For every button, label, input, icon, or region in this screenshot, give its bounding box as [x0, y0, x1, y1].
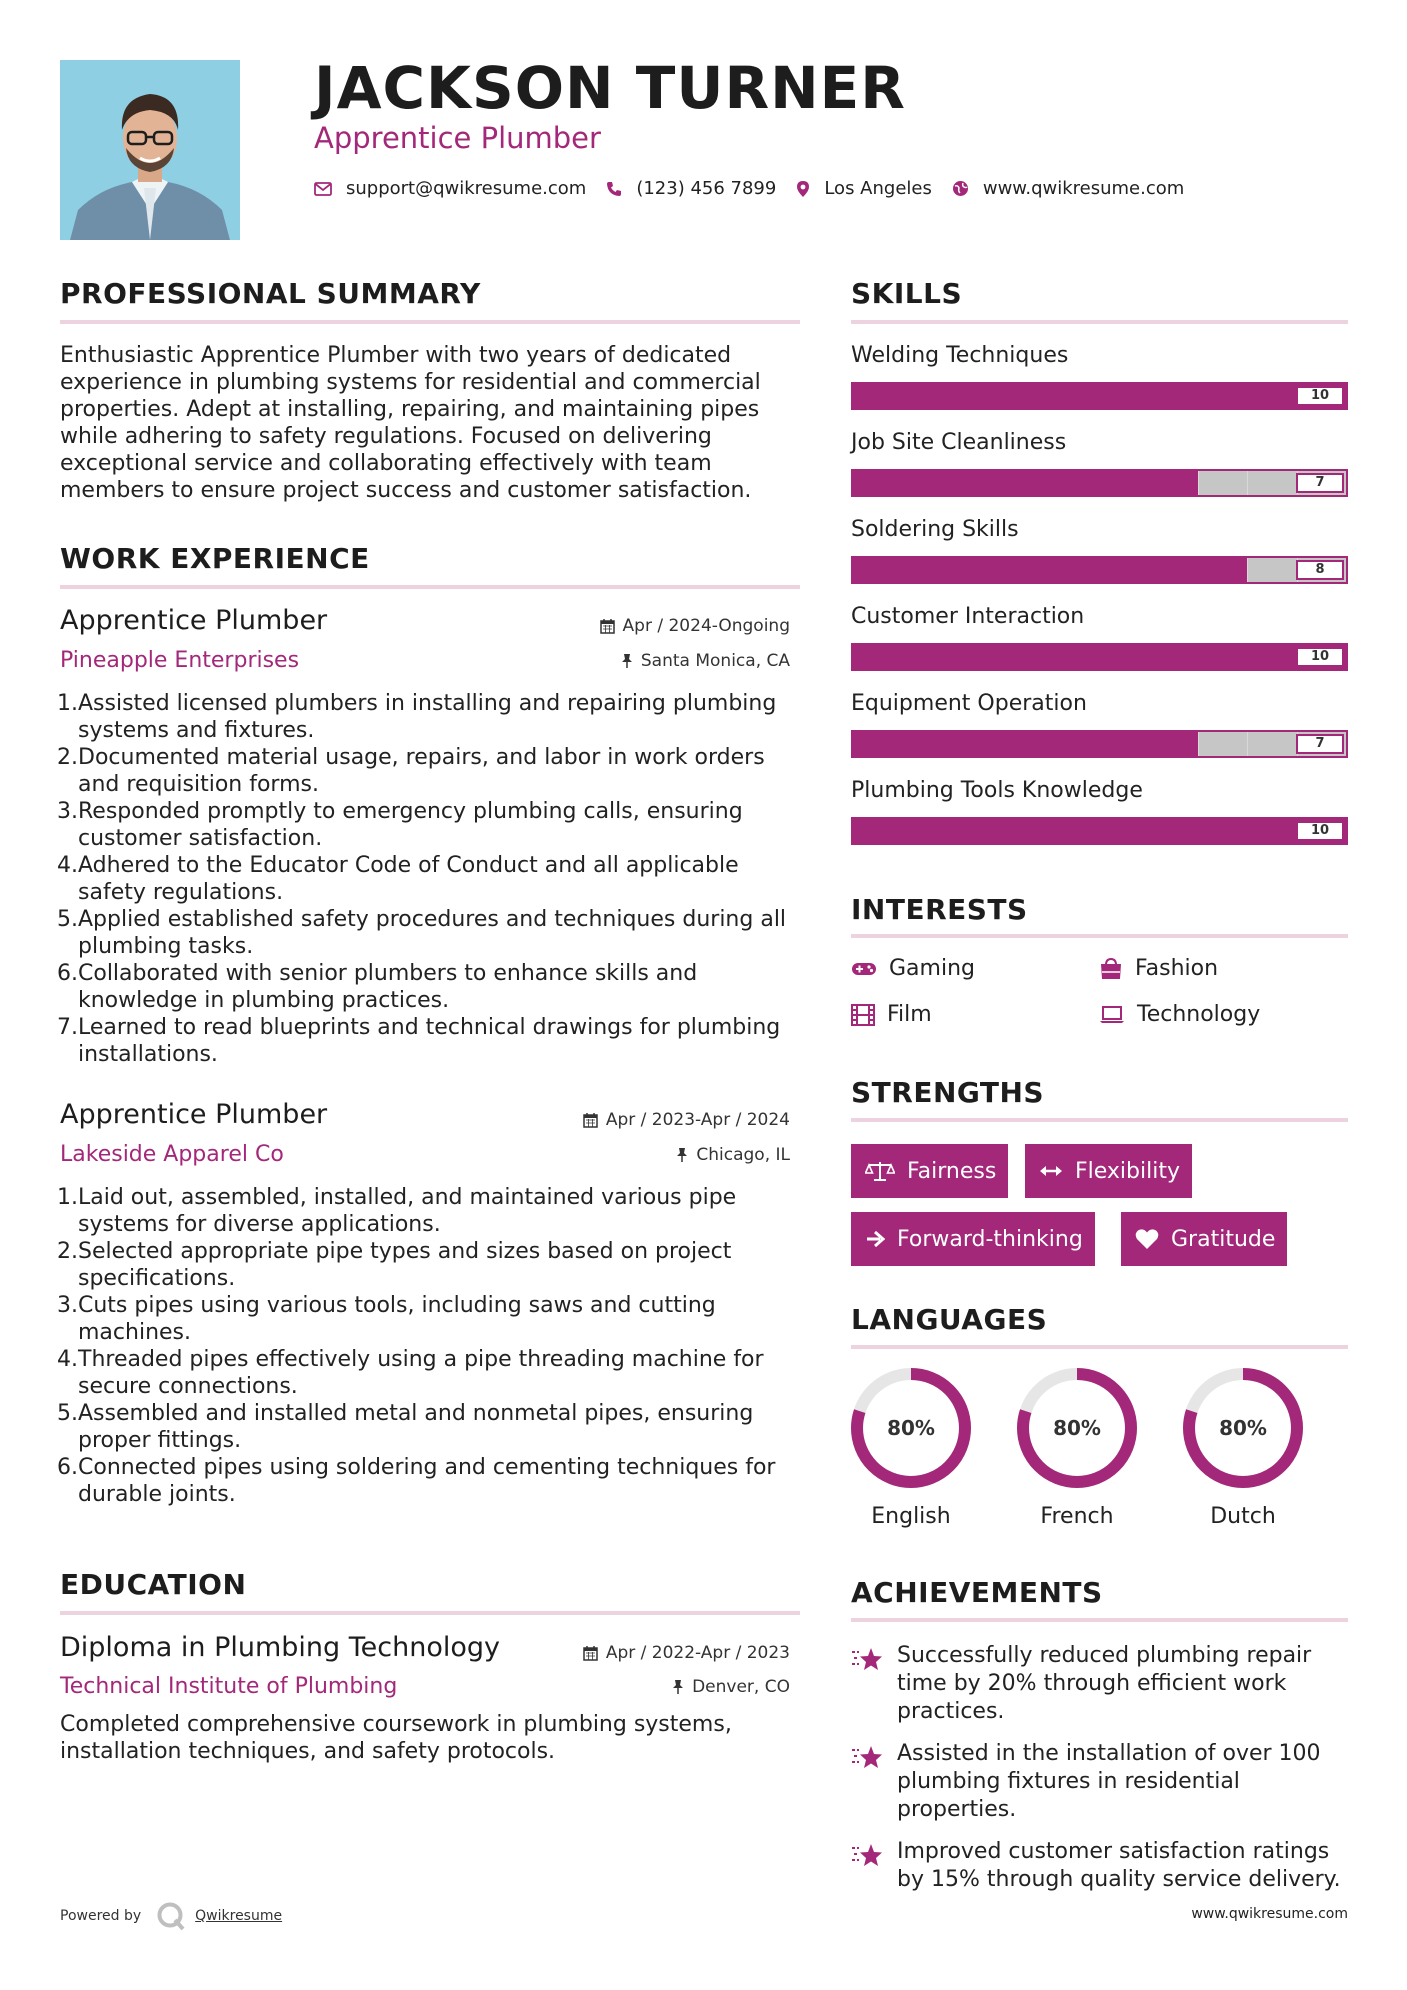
skill-bar-segment	[1050, 819, 1099, 843]
list-item: 3. Cuts pipes using various tools, including saws and cutting machines.	[57, 1293, 716, 1345]
skill-bar	[851, 730, 1348, 758]
education-location	[672, 1677, 790, 1697]
language-percent: 80%	[1053, 1416, 1101, 1440]
strength-gratitude	[1121, 1212, 1287, 1266]
achievement-text: Assisted in the installation of over 100 plumbing fixtures in residential properties.	[897, 1741, 1321, 1822]
list-item: 4. Threaded pipes effectively using a pipe threading machine for secure connections.	[57, 1347, 764, 1399]
skill-bar-segment	[951, 558, 1000, 582]
calendar-icon	[600, 618, 615, 634]
calendar-icon	[583, 1645, 598, 1661]
achievement-item	[851, 1740, 1351, 1824]
powered-by-text: Powered by	[60, 1908, 142, 1924]
arrows-horizontal-icon	[1039, 1164, 1063, 1178]
skill-bar-segment	[853, 645, 901, 669]
contact-phone-text: (123) 456 7899	[636, 178, 777, 199]
skill-bar	[851, 817, 1348, 845]
candidate-title: Apprentice Plumber	[314, 121, 601, 155]
skill-bar-segment	[1198, 732, 1247, 756]
interests-heading: INTERESTS	[851, 893, 1028, 926]
list-item: 2. Documented material usage, repairs, and labor in work orders and requisition forms.	[57, 745, 765, 797]
skill-bar-segment	[1148, 558, 1197, 582]
job-title: Apprentice Plumber	[60, 1099, 328, 1130]
education-school: Technical Institute of Plumbing	[60, 1674, 398, 1699]
skills-heading: SKILLS	[851, 277, 963, 310]
job-location-text: Santa Monica, CA	[640, 651, 790, 671]
skill-bar-segment	[1099, 645, 1148, 669]
education-description: Completed comprehensive coursework in plumbing systems, installation techniques, and safety protocols.	[60, 1712, 732, 1764]
skill-name: Plumbing Tools Knowledge	[851, 778, 1143, 803]
achievement-item	[851, 1642, 1351, 1726]
skill-bar-segment	[1247, 471, 1296, 495]
skill-score: 7	[1296, 473, 1344, 493]
skill-bar-segment	[1247, 384, 1296, 408]
skill-bar-segment	[1050, 645, 1099, 669]
skill-bar-segment	[853, 819, 901, 843]
language-ring	[849, 1366, 973, 1490]
language-item	[1181, 1366, 1305, 1529]
list-item: 2. Selected appropriate pipe types and sizes based on project specifications.	[57, 1239, 732, 1291]
job-location-text: Chicago, IL	[696, 1145, 790, 1165]
skill-bar-segment	[853, 558, 901, 582]
skill-score: 10	[1296, 647, 1344, 667]
list-item: 5. Assembled and installed metal and nonmetal pipes, ensuring proper fittings.	[57, 1401, 754, 1453]
skill-bar-segment	[1247, 732, 1296, 756]
balance-scale-icon	[865, 1160, 895, 1182]
skill-bar-segment	[1000, 732, 1049, 756]
skill-score: 10	[1296, 821, 1344, 841]
interest-gaming	[851, 956, 975, 981]
skill-bar-segment	[853, 471, 901, 495]
achievement-text: Successfully reduced plumbing repair time by 20% through efficient work practices.	[897, 1643, 1312, 1724]
skill-bar-segment	[1099, 384, 1148, 408]
list-item: 5. Applied established safety procedures and techniques during all plumbing tasks.	[57, 907, 787, 959]
skill-bar-segment	[1099, 471, 1148, 495]
contact-location	[796, 178, 932, 199]
interest-label: Technology	[1137, 1002, 1261, 1027]
skill-bar-segment	[901, 732, 950, 756]
skill-bar-segment	[1000, 471, 1049, 495]
experience-heading: WORK EXPERIENCE	[60, 542, 370, 575]
skill-bar-segment	[1198, 558, 1247, 582]
language-name: Dutch	[1210, 1504, 1276, 1529]
skill-bar-segment	[1247, 645, 1296, 669]
skill-name: Job Site Cleanliness	[851, 430, 1067, 455]
skill-bar-segment	[853, 384, 901, 408]
job-bullets	[54, 1184, 804, 1508]
education-dates-text: Apr / 2022-Apr / 2023	[605, 1643, 790, 1663]
skill-bar-segment	[1148, 819, 1197, 843]
skill-name: Equipment Operation	[851, 691, 1087, 716]
skill-score: 8	[1296, 560, 1344, 580]
pushpin-icon	[672, 1679, 684, 1695]
gamepad-icon	[851, 961, 877, 977]
language-name: English	[871, 1504, 951, 1529]
skill-bar	[851, 469, 1348, 497]
education-heading: EDUCATION	[60, 1568, 247, 1601]
skill-bar-segment	[951, 384, 1000, 408]
interest-label: Fashion	[1135, 956, 1219, 981]
pushpin-icon	[676, 1147, 688, 1163]
language-name: French	[1040, 1504, 1114, 1529]
job-dates-text: Apr / 2023-Apr / 2024	[605, 1110, 790, 1130]
shopping-bag-icon	[1099, 958, 1123, 980]
education-location-text: Denver, CO	[692, 1677, 790, 1697]
contact-email[interactable]	[314, 178, 586, 199]
shooting-star-icon	[851, 1744, 885, 1770]
list-item: 1. Laid out, assembled, installed, and maintained various pipe systems for diverse applications.	[57, 1185, 737, 1237]
skills-divider	[851, 320, 1348, 324]
list-item: 3. Responded promptly to emergency plumbing calls, ensuring customer satisfaction.	[57, 799, 743, 851]
skill-bar-segment	[901, 645, 950, 669]
qwikresume-logo-icon	[155, 1900, 187, 1932]
phone-icon	[606, 181, 622, 197]
strengths-heading: STRENGTHS	[851, 1076, 1045, 1109]
profile-photo	[60, 60, 240, 240]
skill-score: 10	[1296, 386, 1344, 406]
contact-phone[interactable]	[606, 178, 776, 199]
interest-fashion	[1099, 956, 1218, 981]
footer-website[interactable]: www.qwikresume.com	[1191, 1906, 1348, 1922]
skill-bar	[851, 643, 1348, 671]
skill-bar-segment	[1050, 732, 1099, 756]
skill-bar	[851, 556, 1348, 584]
calendar-icon	[583, 1112, 598, 1128]
achievement-item	[851, 1838, 1351, 1894]
skill-bar-segment	[1000, 558, 1049, 582]
globe-icon	[952, 180, 969, 197]
education-dates	[583, 1643, 790, 1663]
shooting-star-icon	[851, 1646, 885, 1672]
education-degree: Diploma in Plumbing Technology	[60, 1632, 500, 1663]
list-item: 6. Connected pipes using soldering and cementing techniques for durable joints.	[57, 1455, 776, 1507]
skill-bar-segment	[1148, 471, 1197, 495]
skill-bar-segment	[1050, 471, 1099, 495]
interest-technology	[1099, 1002, 1260, 1027]
arrow-right-icon	[865, 1230, 885, 1248]
language-item	[1015, 1366, 1139, 1529]
achievements-heading: ACHIEVEMENTS	[851, 1576, 1103, 1609]
list-item: 7. Learned to read blueprints and technical drawings for plumbing installations.	[57, 1015, 781, 1067]
skill-bar-segment	[1099, 558, 1148, 582]
skill-bar-segment	[951, 645, 1000, 669]
strength-label: Forward-thinking	[897, 1226, 1083, 1252]
skill-bar-segment	[1247, 558, 1296, 582]
strength-label: Flexibility	[1075, 1158, 1180, 1184]
job-location	[676, 1145, 790, 1165]
job-company: Lakeside Apparel Co	[60, 1142, 284, 1167]
languages-divider	[851, 1345, 1348, 1349]
skill-bar-segment	[1148, 384, 1197, 408]
skill-bar-segment	[1247, 819, 1296, 843]
skill-name: Welding Techniques	[851, 343, 1069, 368]
achievement-text: Improved customer satisfaction ratings by 15% through quality service delivery.	[897, 1839, 1341, 1892]
summary-heading: PROFESSIONAL SUMMARY	[60, 277, 481, 310]
interests-divider	[851, 934, 1348, 938]
footer-powered-by	[60, 1900, 282, 1932]
skill-bar-segment	[901, 819, 950, 843]
skill-name: Soldering Skills	[851, 517, 1019, 542]
skill-bar-segment	[1148, 732, 1197, 756]
job-dates-text: Apr / 2024-Ongoing	[622, 616, 790, 636]
experience-divider	[60, 585, 800, 589]
strength-label: Gratitude	[1171, 1226, 1276, 1252]
strength-flexibility	[1025, 1144, 1192, 1198]
job-dates	[583, 1110, 790, 1130]
skill-bar-segment	[1198, 645, 1247, 669]
skill-bar-segment	[1000, 645, 1049, 669]
strength-forward-thinking	[851, 1212, 1095, 1266]
film-icon	[851, 1004, 875, 1026]
job-company: Pineapple Enterprises	[60, 648, 300, 673]
skill-bar-segment	[951, 471, 1000, 495]
skill-name: Customer Interaction	[851, 604, 1085, 629]
skill-bar-segment	[901, 558, 950, 582]
strength-fairness	[851, 1144, 1008, 1198]
skill-bar-segment	[951, 732, 1000, 756]
contact-email-text: support@qwikresume.com	[346, 178, 587, 199]
contact-website[interactable]	[952, 178, 1184, 199]
skill-bar	[851, 382, 1348, 410]
summary-divider	[60, 320, 800, 324]
skill-bar-segment	[951, 819, 1000, 843]
contact-website-text: www.qwikresume.com	[982, 178, 1185, 199]
skill-bar-segment	[901, 471, 950, 495]
language-percent: 80%	[887, 1416, 935, 1440]
list-item: 1. Assisted licensed plumbers in installing and repairing plumbing systems and fixtures.	[57, 691, 777, 743]
skill-bar-segment	[1099, 819, 1148, 843]
list-item: 6. Collaborated with senior plumbers to enhance skills and knowledge in plumbing practices.	[57, 961, 698, 1013]
job-dates	[600, 616, 790, 636]
language-percent: 80%	[1219, 1416, 1267, 1440]
skill-bar-segment	[901, 384, 950, 408]
interest-label: Gaming	[889, 956, 975, 981]
language-item	[849, 1366, 973, 1529]
strength-label: Fairness	[907, 1158, 997, 1184]
list-item: 4. Adhered to the Educator Code of Conduct and all applicable safety regulations.	[57, 853, 739, 905]
job-title: Apprentice Plumber	[60, 605, 328, 636]
interest-film	[851, 1002, 932, 1027]
summary-text: Enthusiastic Apprentice Plumber with two years of dedicated experience in plumbing systems for residential and commercial properties. Adept at installing, repairing, and maintaining pipes while adhering to safety regulations. Focused on delivering exceptional service and collaborating effectively with team members to ensure project success and customer satisfaction.	[60, 343, 761, 503]
skill-bar-segment	[853, 732, 901, 756]
languages-heading: LANGUAGES	[851, 1303, 1048, 1336]
contact-location-text: Los Angeles	[824, 178, 932, 199]
skill-score: 7	[1296, 734, 1344, 754]
education-divider	[60, 1611, 800, 1615]
language-ring	[1015, 1366, 1139, 1490]
map-marker-icon	[796, 180, 810, 198]
brand-link[interactable]: Qwikresume	[195, 1908, 283, 1924]
skill-bar-segment	[1198, 471, 1247, 495]
envelope-icon	[314, 182, 332, 196]
skill-bar-segment	[1000, 819, 1049, 843]
job-bullets	[54, 690, 804, 1068]
laptop-icon	[1099, 1006, 1125, 1024]
heart-icon	[1135, 1228, 1159, 1250]
skill-bar-segment	[1198, 819, 1247, 843]
interest-label: Film	[887, 1002, 932, 1027]
contact-bar	[314, 178, 1204, 199]
skill-bar-segment	[1050, 558, 1099, 582]
candidate-name: JACKSON TURNER	[314, 54, 906, 122]
pushpin-icon	[621, 653, 633, 669]
achievements-divider	[851, 1618, 1348, 1622]
skill-bar-segment	[1198, 384, 1247, 408]
job-location	[621, 651, 790, 671]
skill-bar-segment	[1148, 645, 1197, 669]
language-ring	[1181, 1366, 1305, 1490]
strengths-divider	[851, 1118, 1348, 1122]
skill-bar-segment	[1099, 732, 1148, 756]
skill-bar-segment	[1000, 384, 1049, 408]
shooting-star-icon	[851, 1842, 885, 1868]
skill-bar-segment	[1050, 384, 1099, 408]
